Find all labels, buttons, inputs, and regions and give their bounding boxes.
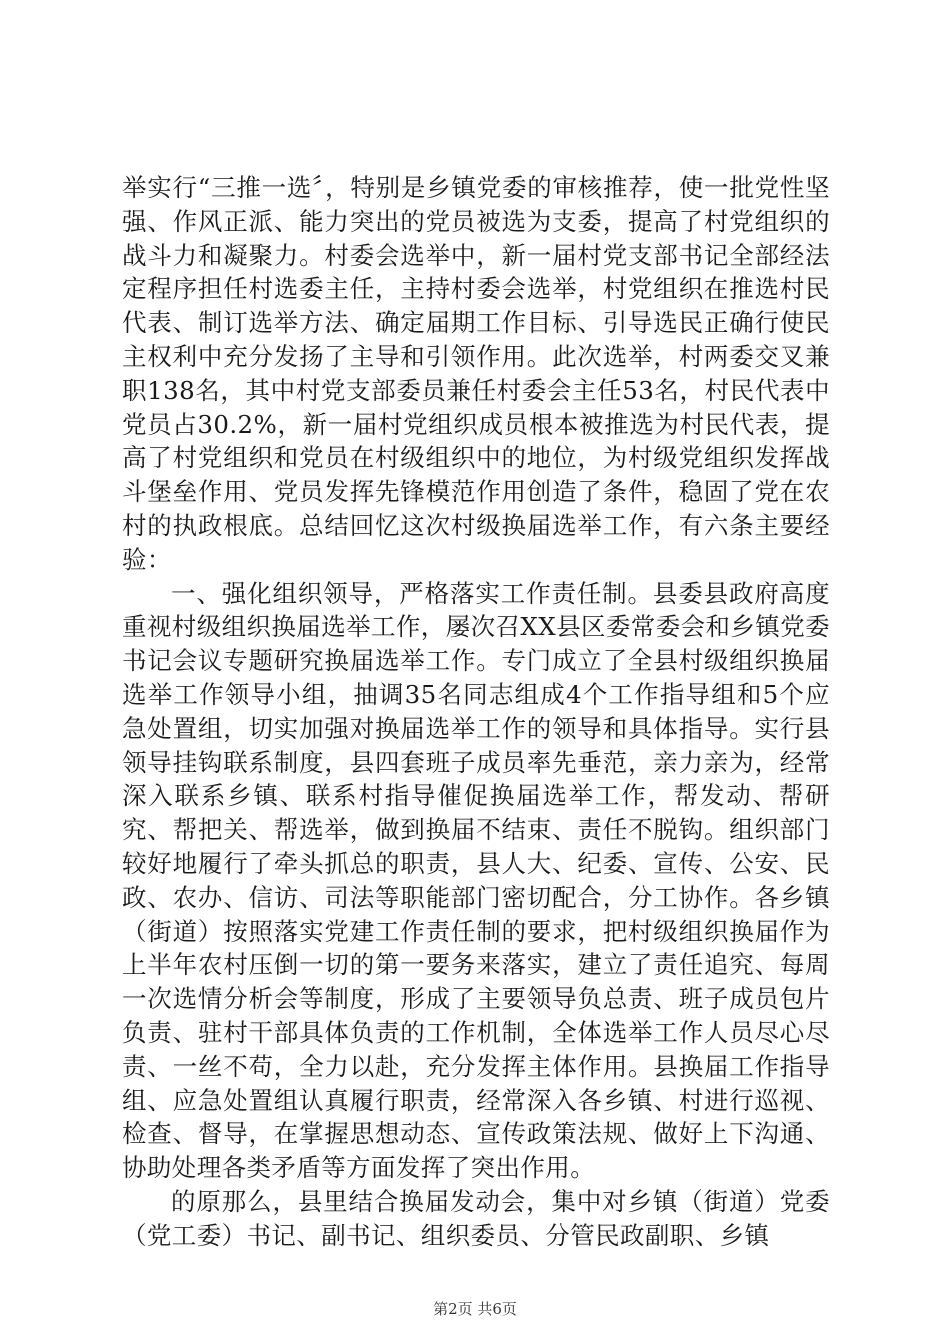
paragraph-3: 的原那么，县里结合换届发动会，集中对乡镇（街道）党委（党工委）书记、副书记、组织委员、分管民政副职、乡镇: [122, 1186, 830, 1250]
paragraph-1: 举实行“三推一选〞，特别是乡镇党委的审核推荐，使一批党性坚强、作风正派、能力突出的党员被选为支委，提高了村党组织的战斗力和凝聚力。村委会选举中，新一届村党支部书记全部经法定程序担任村选委主任，主持村委会选举，村党组织在推选村民代表、制订选举方法、确定届期工作目标、引导选民正确行使民主权利中充分发扬了主导和引领作用。此次选举，村两委交叉兼职138名，其中村党支部委员兼任村委会主任53名，村民代表中党员占30.2%，新一届村党组织成员根本被推选为村民代表，提高了村党组织和党员在村级组织中的地位，为村级党组织发挥战斗堡垒作用、党员发挥先锋模范作用创造了条件，稳固了党在农村的执政根底。总结回忆这次村级换届选举工作，有六条主要经验：: [122, 173, 830, 574]
document-body: [122, 171, 830, 1253]
paragraph-2: 一、强化组织领导，严格落实工作责任制。县委县政府高度重视村级组织换届选举工作，屡次召XX县区委常委会和乡镇党委书记会议专题研究换届选举工作。专门成立了全县村级组织换届选举工作领导小组，抽调35名同志组成4个工作指导组和5个应急处置组，切实加强对换届选举工作的领导和具体指导。实行县领导挂钩联系制度，县四套班子成员率先垂范，亲力亲为，经常深入联系乡镇、联系村指导催促换届选举工作，帮发动、帮研究、帮把关、帮选举，做到换届不结束、责任不脱钩。组织部门较好地履行了牵头抓总的职责，县人大、纪委、宣传、公安、民政、农办、信访、司法等职能部门密切配合，分工协作。各乡镇（街道）按照落实党建工作责任制的要求，把村级组织换届作为上半年农村压倒一切的第一要务来落实，建立了责任追究、每周一次选情分析会等制度，形成了主要领导负总责、班子成员包片负责、驻村干部具体负责的工作机制，全体选举工作人员尽心尽责、一丝不苟，全力以赴，充分发挥主体作用。县换届工作指导组、应急处置组认真履行职责，经常深入各乡镇、村进行巡视、检查、督导，在掌握思想动态、宣传政策法规、做好上下沟通、协助处理各类矛盾等方面发挥了突出作用。: [122, 578, 830, 1183]
page-footer: [0, 1299, 950, 1319]
page-number-label: 第2页 共6页: [433, 1300, 517, 1318]
